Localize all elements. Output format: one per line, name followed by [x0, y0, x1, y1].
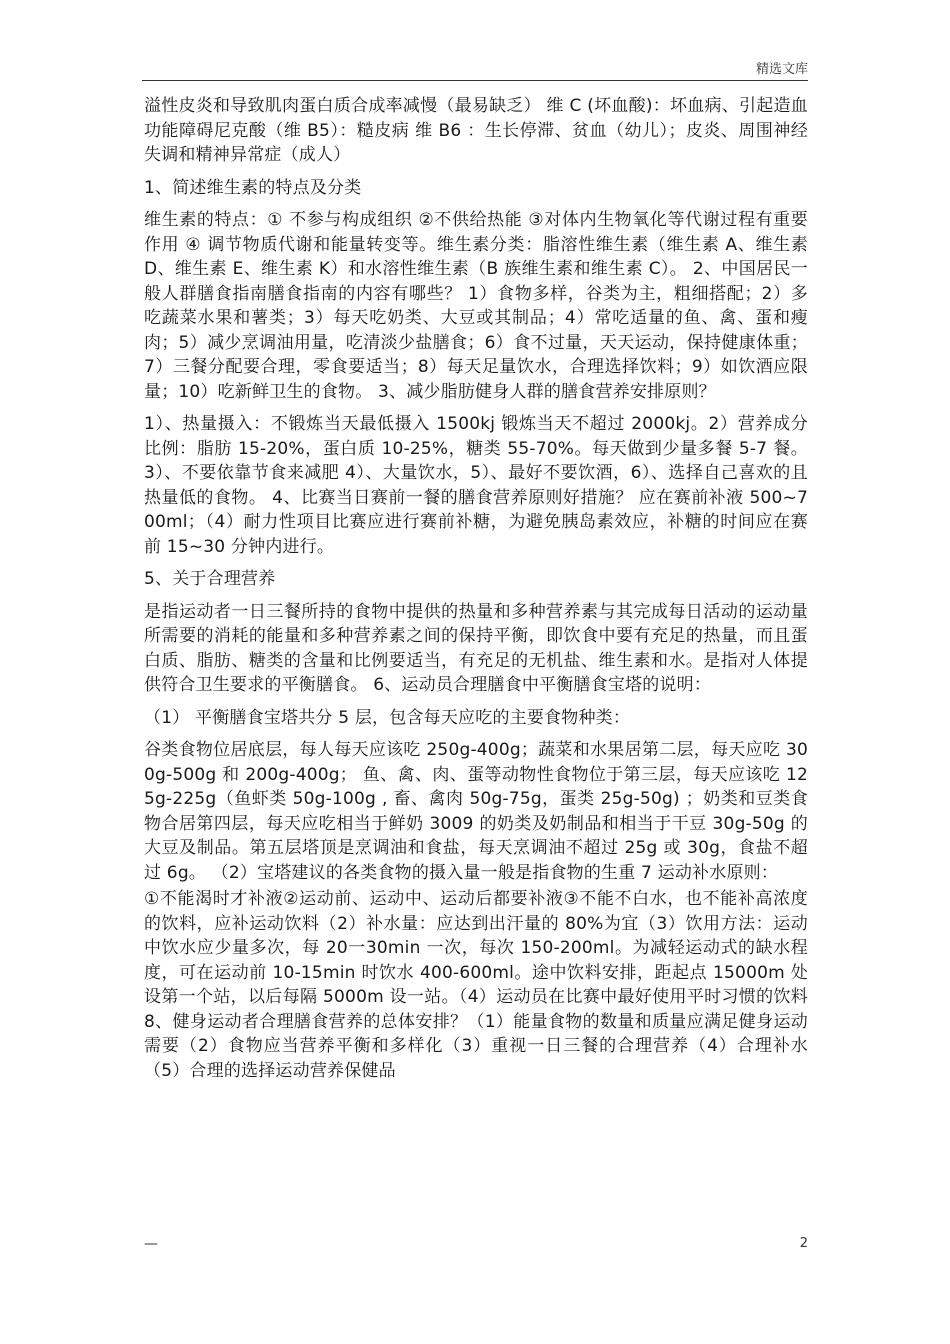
page-number: 2: [799, 1236, 808, 1251]
paragraph-hydration-principles: ①不能渴时才补液②运动前、运动中、运动后都要补液③不能不白水，也不能补高浓度的饮料，应补运动饮料（2）补水量：应达到出汗量的 80%为宜（3）饮用方法：运动中饮水应少量多次，每 20一30min 一次，每次 150-200ml。为减轻运动式的缺水程度，可在运动前 10-15min 时饮水 400-600ml。途中饮料安排，距起点 15000m 处设第一个站，以后每隔 5000m 设一站。（4）运动员在比赛中最好使用平时习惯的饮料 8、健身运动者合理膳食营养的总体安排？（1）能量食物的数量和质量应满足健身运动需要（2）食物应当营养平衡和多样化（3）重视一日三餐的合理营养（4）合理补水（5）合理的选择运动营养保健品: [144, 889, 808, 1081]
paragraph-food-pagoda-intro: （1） 平衡膳食宝塔共分 5 层，包含每天应吃的主要食物种类：: [144, 707, 631, 728]
heading-vitamin-features: 1、简述维生素的特点及分类: [144, 177, 362, 198]
paragraph-reasonable-nutrition: 是指运动者一日三餐所持的食物中提供的热量和多种营养素与其完成每日活动的运动量所需要的消耗的能量和多种营养素之间的保持平衡，即饮食中要有充足的热量，而且蛋白质、脂肪、糖类的含量和比例要适当，有充足的无机盐、维生素和水。是指对人体提供符合卫生要求的平衡膳食。 6、运动员合理膳食中平衡膳食宝塔的说明：: [144, 601, 808, 695]
paragraph-fat-loss-principles: 1）、热量摄入：不锻炼当天最低摄入 1500kj 锻炼当天不超过 2000kj。2）营养成分比例：脂肪 15-20%，蛋白质 10-25%，糖类 55-70%。每天做到少量多餐 5-7 餐。3）、不要依靠节食来减肥 4）、大量饮水，5）、最好不要饮酒，6）、选择自己喜欢的且热量低的食物。 4、比赛当日赛前一餐的膳食营养原则好措施？ 应在赛前补液 500~700ml；（4）耐力性项目比赛应进行赛前补糖，为避免胰岛素效应，补糖的时间应在赛前 15~30 分钟内进行。: [144, 414, 808, 557]
paragraph-vitamin-deficiency: 溢性皮炎和导致肌肉蛋白质合成率减慢（最易缺乏） 维 C (坏血酸)：坏血病、引起造血功能障碍尼克酸（维 B5）：糙皮病 维 B6 ：生长停滞、贫血（幼儿）；皮炎、周围神经失调和精神异常症（成人）: [144, 96, 808, 165]
paragraph-vitamin-classification: 维生素的特点：① 不参与构成组织 ②不供给热能 ③对体内生物氧化等代谢过程有重要作用 ④ 调节物质代谢和能量转变等。维生素分类：脂溶性维生素（维生素 A、维生素 D、维生素 E、维生素 K）和水溶性维生素（B 族维生素和维生素 C）。 2、中国居民一般人群膳食指南膳食指南的内容有哪些？ 1）食物多样，谷类为主，粗细搭配；2）多吃蔬菜水果和薯类；3）每天吃奶类、大豆或其制品；4）常吃适量的鱼、禽、蛋和瘦肉；5）减少烹调油用量，吃清淡少盐膳食；6）食不过量，天天运动，保持健康体重；7）三餐分配要合理，零食要适当；8）每天足量饮水，合理选择饮料；9）如饮酒应限量；10）吃新鲜卫生的食物。 3、减少脂肪健身人群的膳食营养安排原则？: [144, 210, 808, 402]
footer-dash: —: [144, 1236, 158, 1252]
header-label: 精选文库: [755, 62, 808, 77]
document-body: [144, 94, 808, 1091]
heading-reasonable-nutrition: 5、关于合理营养: [144, 569, 276, 589]
paragraph-food-pagoda-layers: 谷类食物位居底层，每人每天应该吃 250g-400g；蔬菜和水果居第二层，每天应吃 300g-500g 和 200g-400g； 鱼、禽、肉、蛋等动物性食物位于第三层，每天应该吃 125g-225g（鱼虾类 50g-100g , 畜、禽肉 50g-75g，蛋类 25g-50g) ；奶类和豆类食物合居第四层，每天应吃相当于鲜奶 3009 的奶类及奶制品和相当于干豆 30g-50g 的大豆及制品。第五层塔顶是烹调油和食盐，每天烹调油不超过 25g 或 30g，食盐不超过 6g。 （2）宝塔建议的各类食物的摄入量一般是指食物的生重 7 运动补水原则：: [144, 740, 808, 883]
header-divider: [142, 80, 808, 81]
